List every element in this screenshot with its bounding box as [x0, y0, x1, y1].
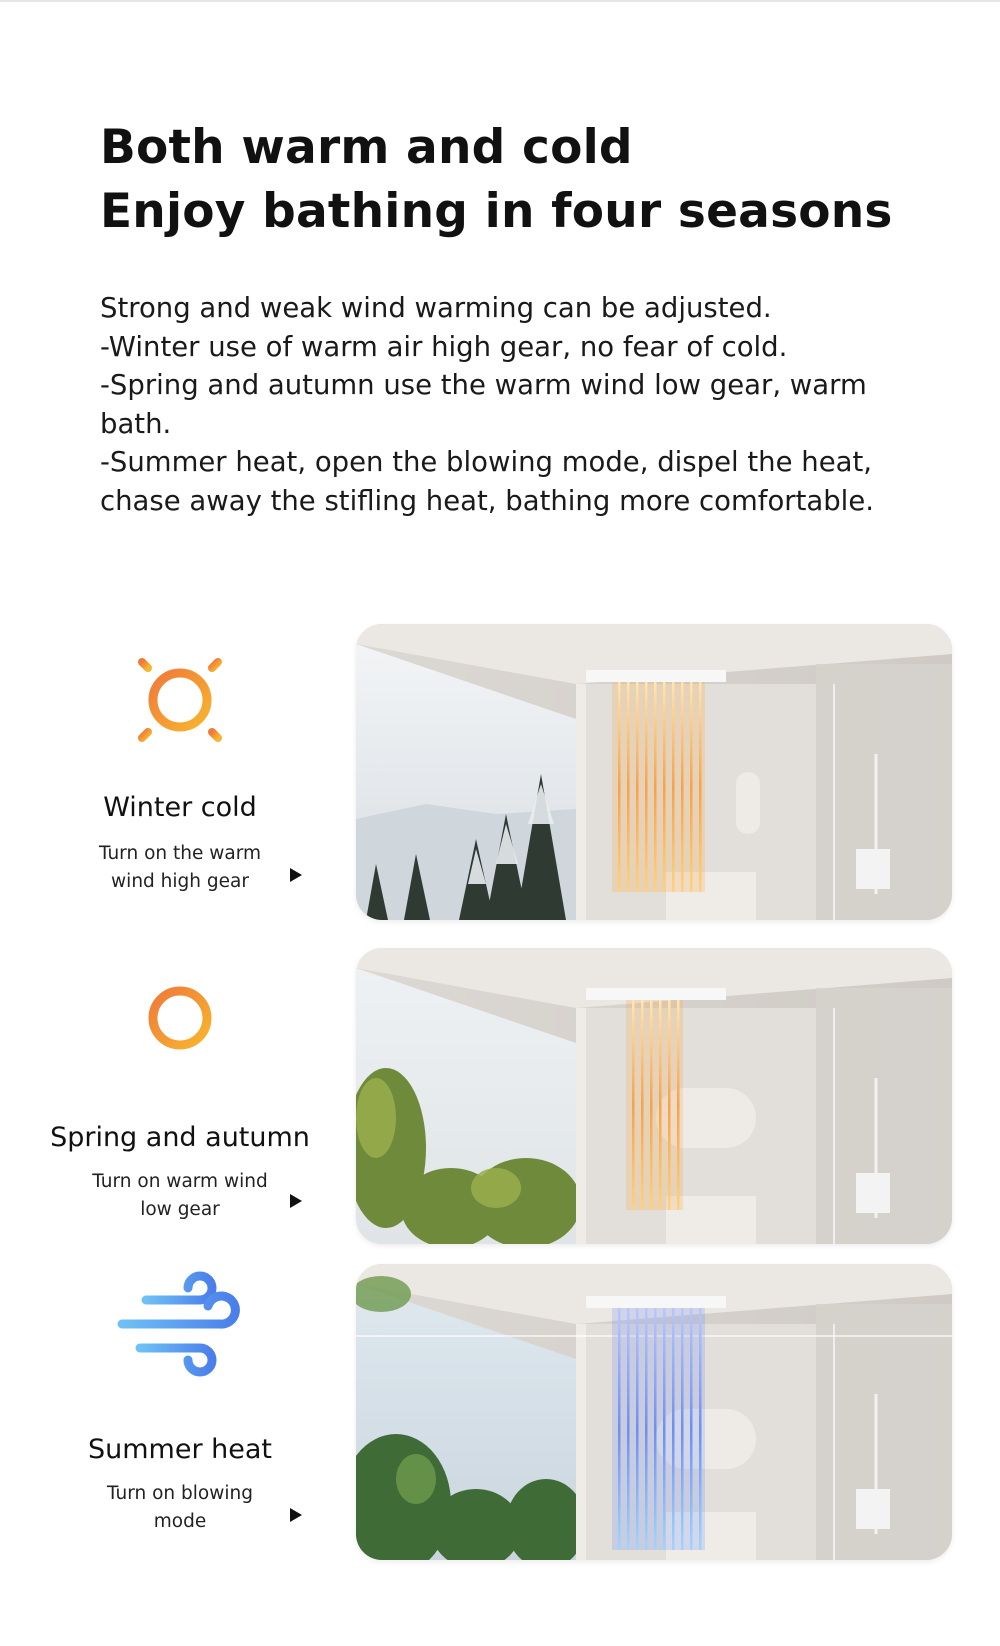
- mode-desc-line: wind high gear: [111, 870, 249, 892]
- mode-description: [80, 1168, 280, 1223]
- intro-text: [100, 289, 880, 520]
- airflow-beam: [654, 682, 657, 892]
- bathroom-scene-summer: [356, 1264, 952, 1560]
- airflow-beam: [690, 682, 693, 892]
- airflow-beam: [650, 1000, 653, 1210]
- airflow-beam: [654, 1308, 657, 1550]
- airflow-beam: [681, 682, 684, 892]
- airflow-beam: [699, 682, 702, 892]
- mode-description: [80, 840, 280, 895]
- airflow-beam: [636, 682, 639, 892]
- airflow-beam: [681, 1308, 684, 1550]
- airflow-beam: [677, 1000, 680, 1210]
- airflow-beam: [618, 1308, 621, 1550]
- intro-line: -Spring and autumn use the warm wind low gear, warm bath.: [100, 369, 867, 440]
- airflow-beam: [636, 1308, 639, 1550]
- mode-description: [80, 1480, 280, 1535]
- mode-desc-line: Turn on the warm: [98, 843, 262, 864]
- airflow-beam: [618, 682, 621, 892]
- airflow-beam: [699, 1308, 702, 1550]
- play-arrow-icon[interactable]: [290, 1508, 302, 1522]
- airflow-beam: [663, 682, 666, 892]
- airflow-beam: [632, 1000, 635, 1210]
- headline-line-1: Both warm and cold: [100, 120, 633, 175]
- airflow-beam: [627, 1308, 630, 1550]
- intro-line: -Summer heat, open the blowing mode, dispel the heat, chase away the stifling heat, bathing more comfortable.: [100, 446, 874, 517]
- bathroom-scene-spring-autumn: [356, 948, 952, 1244]
- mode-spring-autumn: [0, 946, 1000, 1246]
- airflow-glow: [626, 1000, 683, 1210]
- airflow-beam: [659, 1000, 662, 1210]
- wind-icon: [112, 1256, 248, 1392]
- headline-line-2: Enjoy bathing in four seasons: [100, 184, 893, 239]
- mode-summer: [0, 1262, 1000, 1562]
- airflow-beam: [690, 1308, 693, 1550]
- mode-desc-line: mode: [153, 1510, 207, 1532]
- mode-title: Spring and autumn: [50, 1122, 310, 1153]
- airflow-beam: [668, 1000, 671, 1210]
- page-headline: [100, 116, 893, 244]
- play-arrow-icon[interactable]: [290, 868, 302, 882]
- airflow-beam: [645, 682, 648, 892]
- mode-desc-line: low gear: [140, 1198, 220, 1220]
- airflow-beam: [663, 1308, 666, 1550]
- play-arrow-icon[interactable]: [290, 1194, 302, 1208]
- mode-title: Summer heat: [87, 1434, 272, 1465]
- airflow-beam: [645, 1308, 648, 1550]
- airflow-beam: [672, 682, 675, 892]
- sun-high-icon: [112, 632, 248, 768]
- top-divider: [0, 0, 1000, 2]
- airflow-beam: [641, 1000, 644, 1210]
- mode-desc-line: Turn on warm wind: [92, 1171, 268, 1192]
- bathroom-scene-winter: [356, 624, 952, 920]
- airflow-beam: [672, 1308, 675, 1550]
- sun-low-icon: [112, 950, 248, 1086]
- intro-line: -Winter use of warm air high gear, no fear of cold.: [100, 330, 788, 363]
- airflow-beam: [627, 682, 630, 892]
- mode-title: Winter cold: [103, 792, 257, 823]
- intro-line: Strong and weak wind warming can be adjusted.: [100, 292, 772, 324]
- mode-desc-line: Turn on blowing: [107, 1483, 253, 1504]
- mode-winter: [0, 622, 1000, 922]
